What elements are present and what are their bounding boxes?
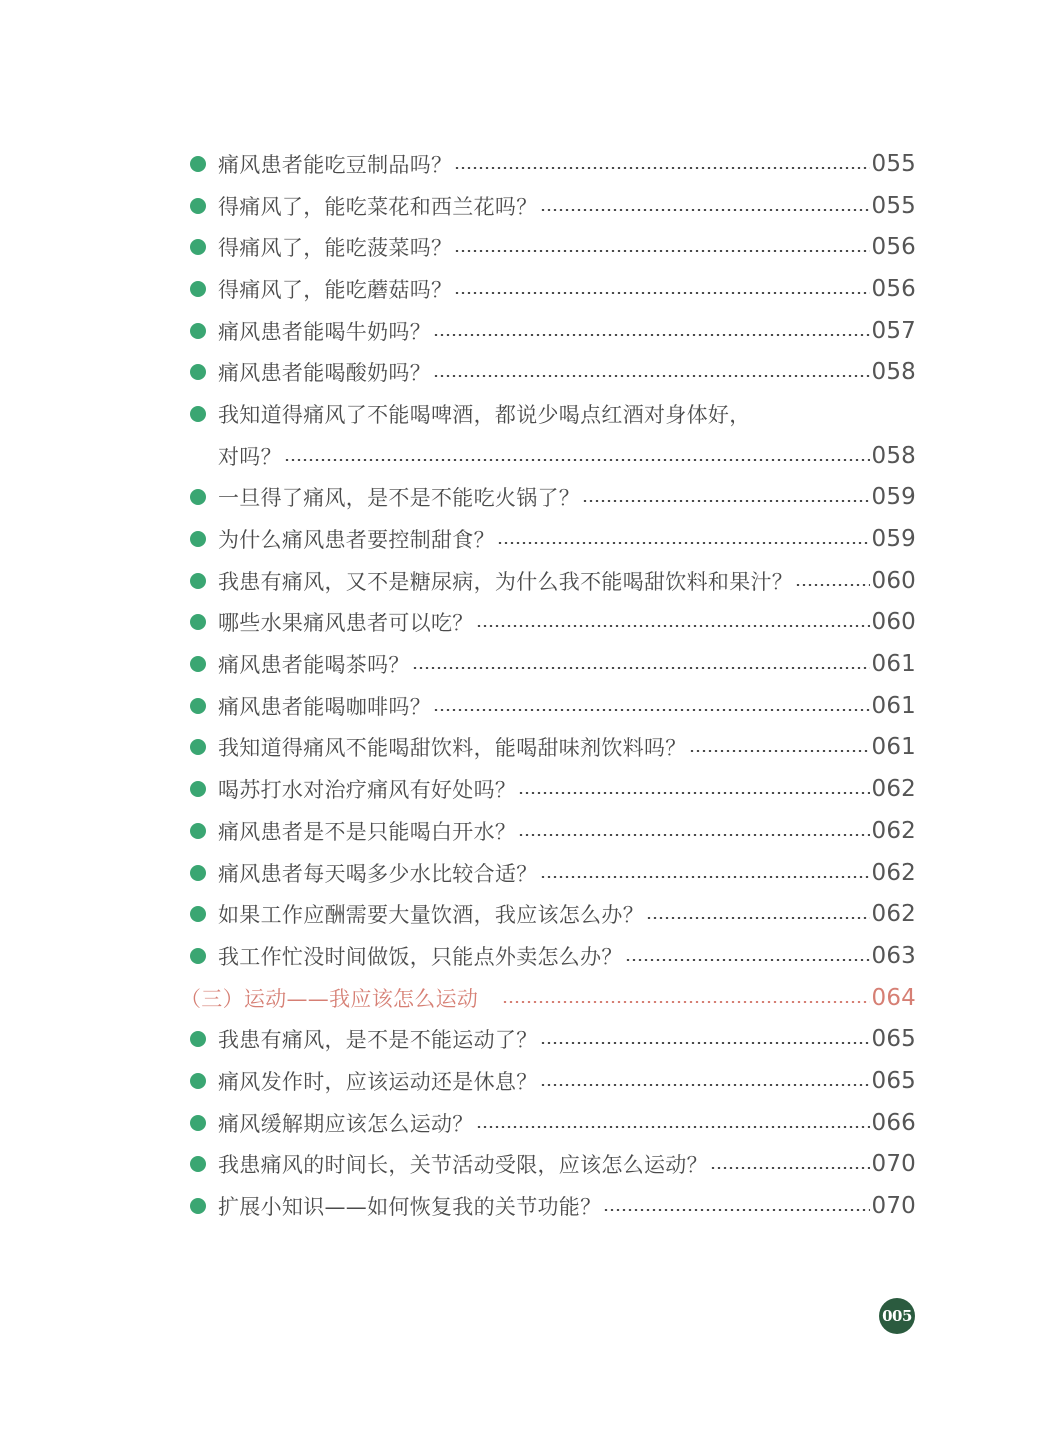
bullet-dot-icon	[190, 198, 206, 214]
toc-page-number: 057	[871, 317, 916, 344]
dot-leader	[476, 1126, 870, 1128]
toc-entry[interactable]	[188, 685, 916, 727]
page-number-badge: 005	[879, 1298, 915, 1334]
toc-page-number: 060	[871, 609, 916, 636]
dot-leader	[412, 667, 870, 669]
toc-entry[interactable]	[188, 1102, 916, 1144]
toc-entry-title: 我患有痛风，又不是糖尿病，为什么我不能喝甜饮料和果汁？	[218, 569, 794, 594]
toc-entry-title: 喝苏打水对治疗痛风有好处吗？	[218, 778, 517, 803]
dot-leader	[518, 792, 869, 794]
toc-entry[interactable]	[188, 393, 916, 435]
dot-leader	[795, 584, 869, 586]
bullet-dot-icon	[190, 781, 206, 797]
toc-page-number: 065	[871, 1067, 916, 1094]
toc-entry[interactable]	[188, 768, 916, 810]
dot-leader	[454, 250, 869, 252]
toc-entry[interactable]	[188, 602, 916, 644]
toc-entry-title: 痛风患者能喝酸奶吗？	[218, 361, 431, 386]
toc-entry-title: 我知道得痛风了不能喝啤酒，都说少喝点红酒对身体好，	[218, 402, 751, 427]
toc-entry-title: 痛风缓解期应该怎么运动？	[218, 1111, 474, 1136]
toc-page-number: 061	[871, 692, 916, 719]
toc-entry[interactable]	[188, 852, 916, 894]
toc-entry[interactable]	[188, 1144, 916, 1186]
toc-page-number: 060	[871, 567, 916, 594]
toc-entry-title: 扩展小知识——如何恢复我的关节功能？	[218, 1195, 602, 1220]
dot-leader	[710, 1167, 870, 1169]
dot-leader	[603, 1209, 869, 1211]
toc-entry[interactable]	[188, 185, 916, 227]
toc-page-number: 059	[871, 484, 916, 511]
bullet-dot-icon	[190, 865, 206, 881]
toc-page-number: 058	[871, 442, 916, 469]
dot-leader	[476, 625, 870, 627]
dot-leader	[518, 834, 869, 836]
toc-page-number: 062	[871, 901, 916, 928]
toc-entry-title: 得痛风了，能吃菠菜吗？	[218, 236, 453, 261]
toc-page-number: 064	[871, 984, 916, 1011]
toc-entry-title: 如果工作应酬需要大量饮酒，我应该怎么办？	[218, 903, 644, 928]
toc-page-number: 055	[871, 150, 916, 177]
toc-entry-title: 我患痛风的时间长，关节活动受限，应该怎么运动？	[218, 1153, 708, 1178]
bullet-dot-icon	[190, 364, 206, 380]
toc-entry-title: 痛风患者是不是只能喝白开水？	[218, 819, 517, 844]
dot-leader	[540, 209, 870, 211]
toc-entry[interactable]	[188, 477, 916, 519]
bullet-dot-icon	[190, 1156, 206, 1172]
toc-page-number: 062	[871, 859, 916, 886]
bullet-dot-icon	[190, 698, 206, 714]
bullet-dot-icon	[190, 281, 206, 297]
bullet-dot-icon	[190, 531, 206, 547]
toc-page-number: 070	[871, 1193, 916, 1220]
toc-entry-title: 哪些水果痛风患者可以吃？	[218, 611, 474, 636]
toc-entry[interactable]	[188, 518, 916, 560]
toc-entry[interactable]	[188, 226, 916, 268]
toc-entry[interactable]	[188, 1185, 916, 1227]
bullet-dot-icon	[190, 948, 206, 964]
toc-page-number: 065	[871, 1026, 916, 1053]
dot-leader	[689, 750, 870, 752]
dot-leader	[454, 167, 869, 169]
toc-entry[interactable]	[188, 310, 916, 352]
toc-page-number: 056	[871, 275, 916, 302]
dot-leader	[454, 292, 869, 294]
toc-page-number: 062	[871, 817, 916, 844]
toc-entry[interactable]	[188, 1018, 916, 1060]
toc-entry-title: 痛风患者能喝茶吗？	[218, 653, 410, 678]
toc-entry[interactable]	[188, 1060, 916, 1102]
toc-entry[interactable]	[188, 268, 916, 310]
table-of-contents	[180, 143, 916, 1227]
bullet-dot-icon	[190, 1073, 206, 1089]
toc-entry-title: 痛风患者能吃豆制品吗？	[218, 152, 453, 177]
toc-page-number: 063	[871, 942, 916, 969]
bullet-dot-icon	[190, 406, 206, 422]
toc-entry-title: 我工作忙没时间做饭，只能点外卖怎么办？	[218, 944, 623, 969]
dot-leader	[540, 876, 870, 878]
toc-section-heading[interactable]	[180, 977, 916, 1019]
dot-leader	[502, 1001, 869, 1003]
bullet-dot-icon	[190, 656, 206, 672]
toc-page-number: 059	[871, 526, 916, 553]
bullet-dot-icon	[190, 1115, 206, 1131]
bullet-dot-icon	[190, 323, 206, 339]
dot-leader	[284, 459, 870, 461]
bullet-dot-icon	[190, 239, 206, 255]
dot-leader	[540, 1084, 870, 1086]
toc-entry[interactable]	[188, 643, 916, 685]
toc-page-number: 058	[871, 359, 916, 386]
toc-entry-title: 对吗？	[218, 444, 282, 469]
toc-entry[interactable]	[188, 560, 916, 602]
toc-entry[interactable]	[188, 143, 916, 185]
toc-page-number: 061	[871, 734, 916, 761]
bullet-dot-icon	[190, 614, 206, 630]
bullet-dot-icon	[190, 739, 206, 755]
bullet-dot-icon	[190, 906, 206, 922]
bullet-dot-icon	[190, 573, 206, 589]
toc-entry[interactable]	[188, 727, 916, 769]
toc-entry-title: 得痛风了，能吃蘑菇吗？	[218, 277, 453, 302]
toc-entry-title: 得痛风了，能吃菜花和西兰花吗？	[218, 194, 538, 219]
toc-entry[interactable]	[188, 351, 916, 393]
toc-page-number: 056	[871, 234, 916, 261]
toc-entry-title: 痛风发作时，应该运动还是休息？	[218, 1069, 538, 1094]
bullet-dot-icon	[190, 1198, 206, 1214]
toc-page-number: 062	[871, 776, 916, 803]
toc-page-number: 066	[871, 1109, 916, 1136]
dot-leader	[625, 959, 870, 961]
toc-page-number: 070	[871, 1151, 916, 1178]
toc-page-number: 061	[871, 651, 916, 678]
bullet-dot-icon	[190, 1031, 206, 1047]
toc-page-number: 055	[871, 192, 916, 219]
dot-leader	[433, 375, 870, 377]
toc-entry[interactable]	[188, 935, 916, 977]
toc-entry-title: （三）运动——我应该怎么运动	[180, 986, 479, 1011]
toc-entry[interactable]	[188, 435, 916, 477]
toc-entry-title: 一旦得了痛风，是不是不能吃火锅了？	[218, 486, 581, 511]
toc-entry-title: 我患有痛风，是不是不能运动了？	[218, 1028, 538, 1053]
dot-leader	[646, 917, 870, 919]
bullet-spacer	[190, 448, 206, 464]
toc-entry-title: 痛风患者能喝牛奶吗？	[218, 319, 431, 344]
bullet-dot-icon	[190, 156, 206, 172]
dot-leader	[433, 334, 870, 336]
dot-leader	[582, 500, 869, 502]
dot-leader	[433, 709, 870, 711]
toc-entry-title: 痛风患者每天喝多少水比较合适？	[218, 861, 538, 886]
toc-entry[interactable]	[188, 810, 916, 852]
toc-entry[interactable]	[188, 893, 916, 935]
toc-entry-title: 痛风患者能喝咖啡吗？	[218, 694, 431, 719]
bullet-dot-icon	[190, 823, 206, 839]
dot-leader	[497, 542, 870, 544]
toc-entry-title: 为什么痛风患者要控制甜食？	[218, 528, 495, 553]
bullet-dot-icon	[190, 489, 206, 505]
toc-entry-title: 我知道得痛风不能喝甜饮料，能喝甜味剂饮料吗？	[218, 736, 687, 761]
dot-leader	[540, 1042, 870, 1044]
